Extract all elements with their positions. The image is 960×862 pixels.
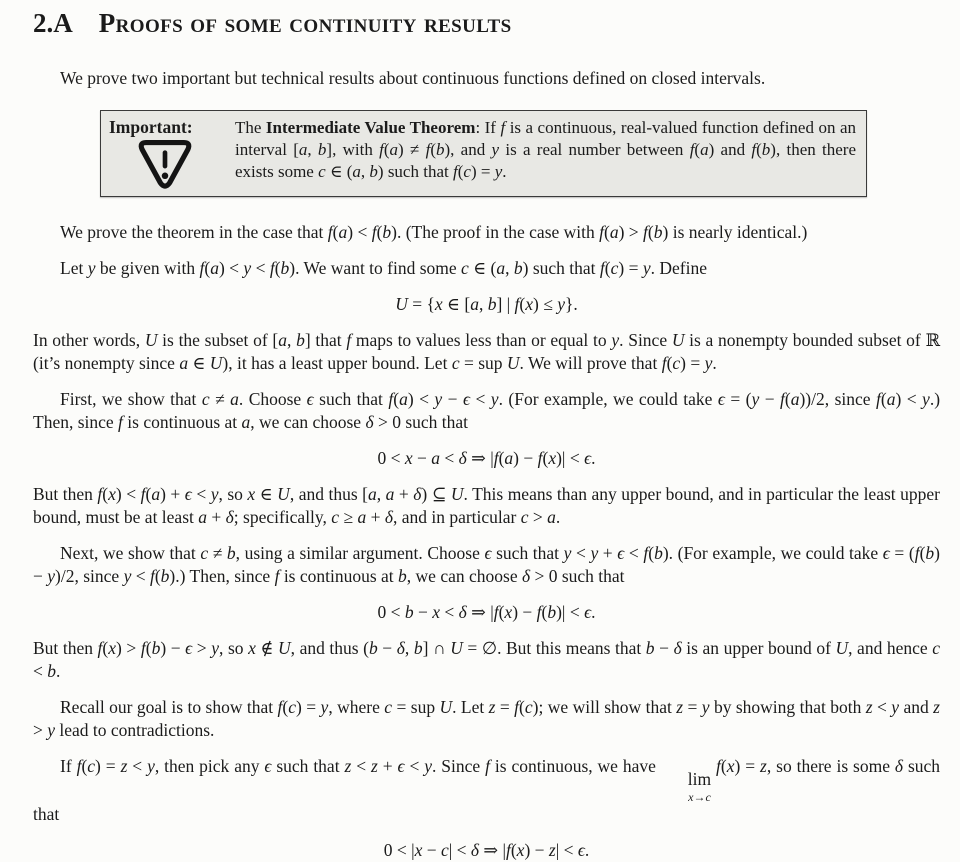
equation-continuity-at-b: 0 < b − x < δ ⇒ |f(x) − f(b)| < ϵ.: [377, 602, 596, 622]
paragraph-next-c-not-b: Next, we show that c ≠ b, using a similar argument. Choose ϵ such that y < y + ϵ < f(b). (For example, we could take ϵ = (f(b) − y)/2, since y < f(b).) Then, since f is continuous at b, we can choose δ > 0 such that: [33, 543, 940, 586]
theorem-statement: The Intermediate Value Theorem: If f is a continuous, real-valued function defined on an interval [a, b], with f(a) ≠ f(b), and y is a real number between f(a) and f(b), then there exists some c ∈ (a, b) such that f(c) = y.: [235, 118, 856, 181]
section-number: 2.A: [33, 8, 73, 38]
section-title: Proofs of some continuity results: [98, 8, 512, 38]
paragraph-first-c-not-a: First, we show that c ≠ a. Choose ϵ such that f(a) < y − ϵ < y. (For example, we could take ϵ = (y − f(a))/2, since f(a) < y.) Then, since f is continuous at a, we can choose δ > 0 such that: [33, 389, 941, 432]
paragraph-proof-case: We prove the theorem in the case that f(a) < f(b). (The proof in the case with f(a) > f(b) is nearly identical.): [60, 222, 808, 242]
equation-continuity-at-a: 0 < x − a < δ ⇒ |f(a) − f(x)| < ϵ.: [377, 448, 596, 468]
paragraph-but-then-b: But then f(x) > f(b) − ϵ > y, so x ∉ U, and thus (b − δ, b] ∩ U = ∅. But this means that b − δ is an upper bound of U, and hence c < b.: [33, 638, 941, 681]
warning-exclamation-icon: [137, 140, 193, 190]
important-label-column: [109, 116, 221, 190]
paragraph-let-y: Let y be given with f(a) < y < f(b). We want to find some c ∈ (a, b) such that f(c) = y. Define: [60, 258, 707, 278]
paragraph-in-other-words: In other words, U is the subset of [a, b] that f maps to values less than or equal to y. Since U is a nonempty bounded subset of ℝ (it’s nonempty since a ∈ U), it has a least upper bound. Let c = sup U. We will prove that f(c) = y.: [33, 330, 941, 373]
equation-continuity-at-c: 0 < |x − c| < δ ⇒ |f(x) − z| < ϵ.: [383, 839, 590, 860]
paragraph-but-then-a: But then f(x) < f(a) + ϵ < y, so x ∈ U, and thus [a, a + δ) ⊆ U. This means than any upper bound, and in particular the least upper bound, must be at least a + δ; specifically, c ≥ a + δ, and in particular c > a.: [33, 484, 940, 527]
limit-notation: lim x→c: [687, 769, 712, 804]
paragraph-recall-goal: Recall our goal is to show that f(c) = y, where c = sup U. Let z = f(c); we will show that z = y by showing that both z < y and z > y lead to contradictions.: [33, 697, 940, 740]
important-callout: [100, 110, 867, 197]
important-label: Important:: [109, 117, 193, 137]
intro-paragraph: We prove two important but technical results about continuous functions defined on closed intervals.: [60, 68, 766, 88]
paragraph-if-z-less-than-y: If f(c) = z < y, then pick any ϵ such that z < z + ϵ < y. Since f is continuous, we have lim x→c f(x) = z, so there is some δ such that: [33, 756, 941, 824]
section-heading: [33, 6, 940, 40]
equation-definition-of-U: U = {x ∈ [a, b] | f(x) ≤ y}.: [395, 294, 578, 314]
